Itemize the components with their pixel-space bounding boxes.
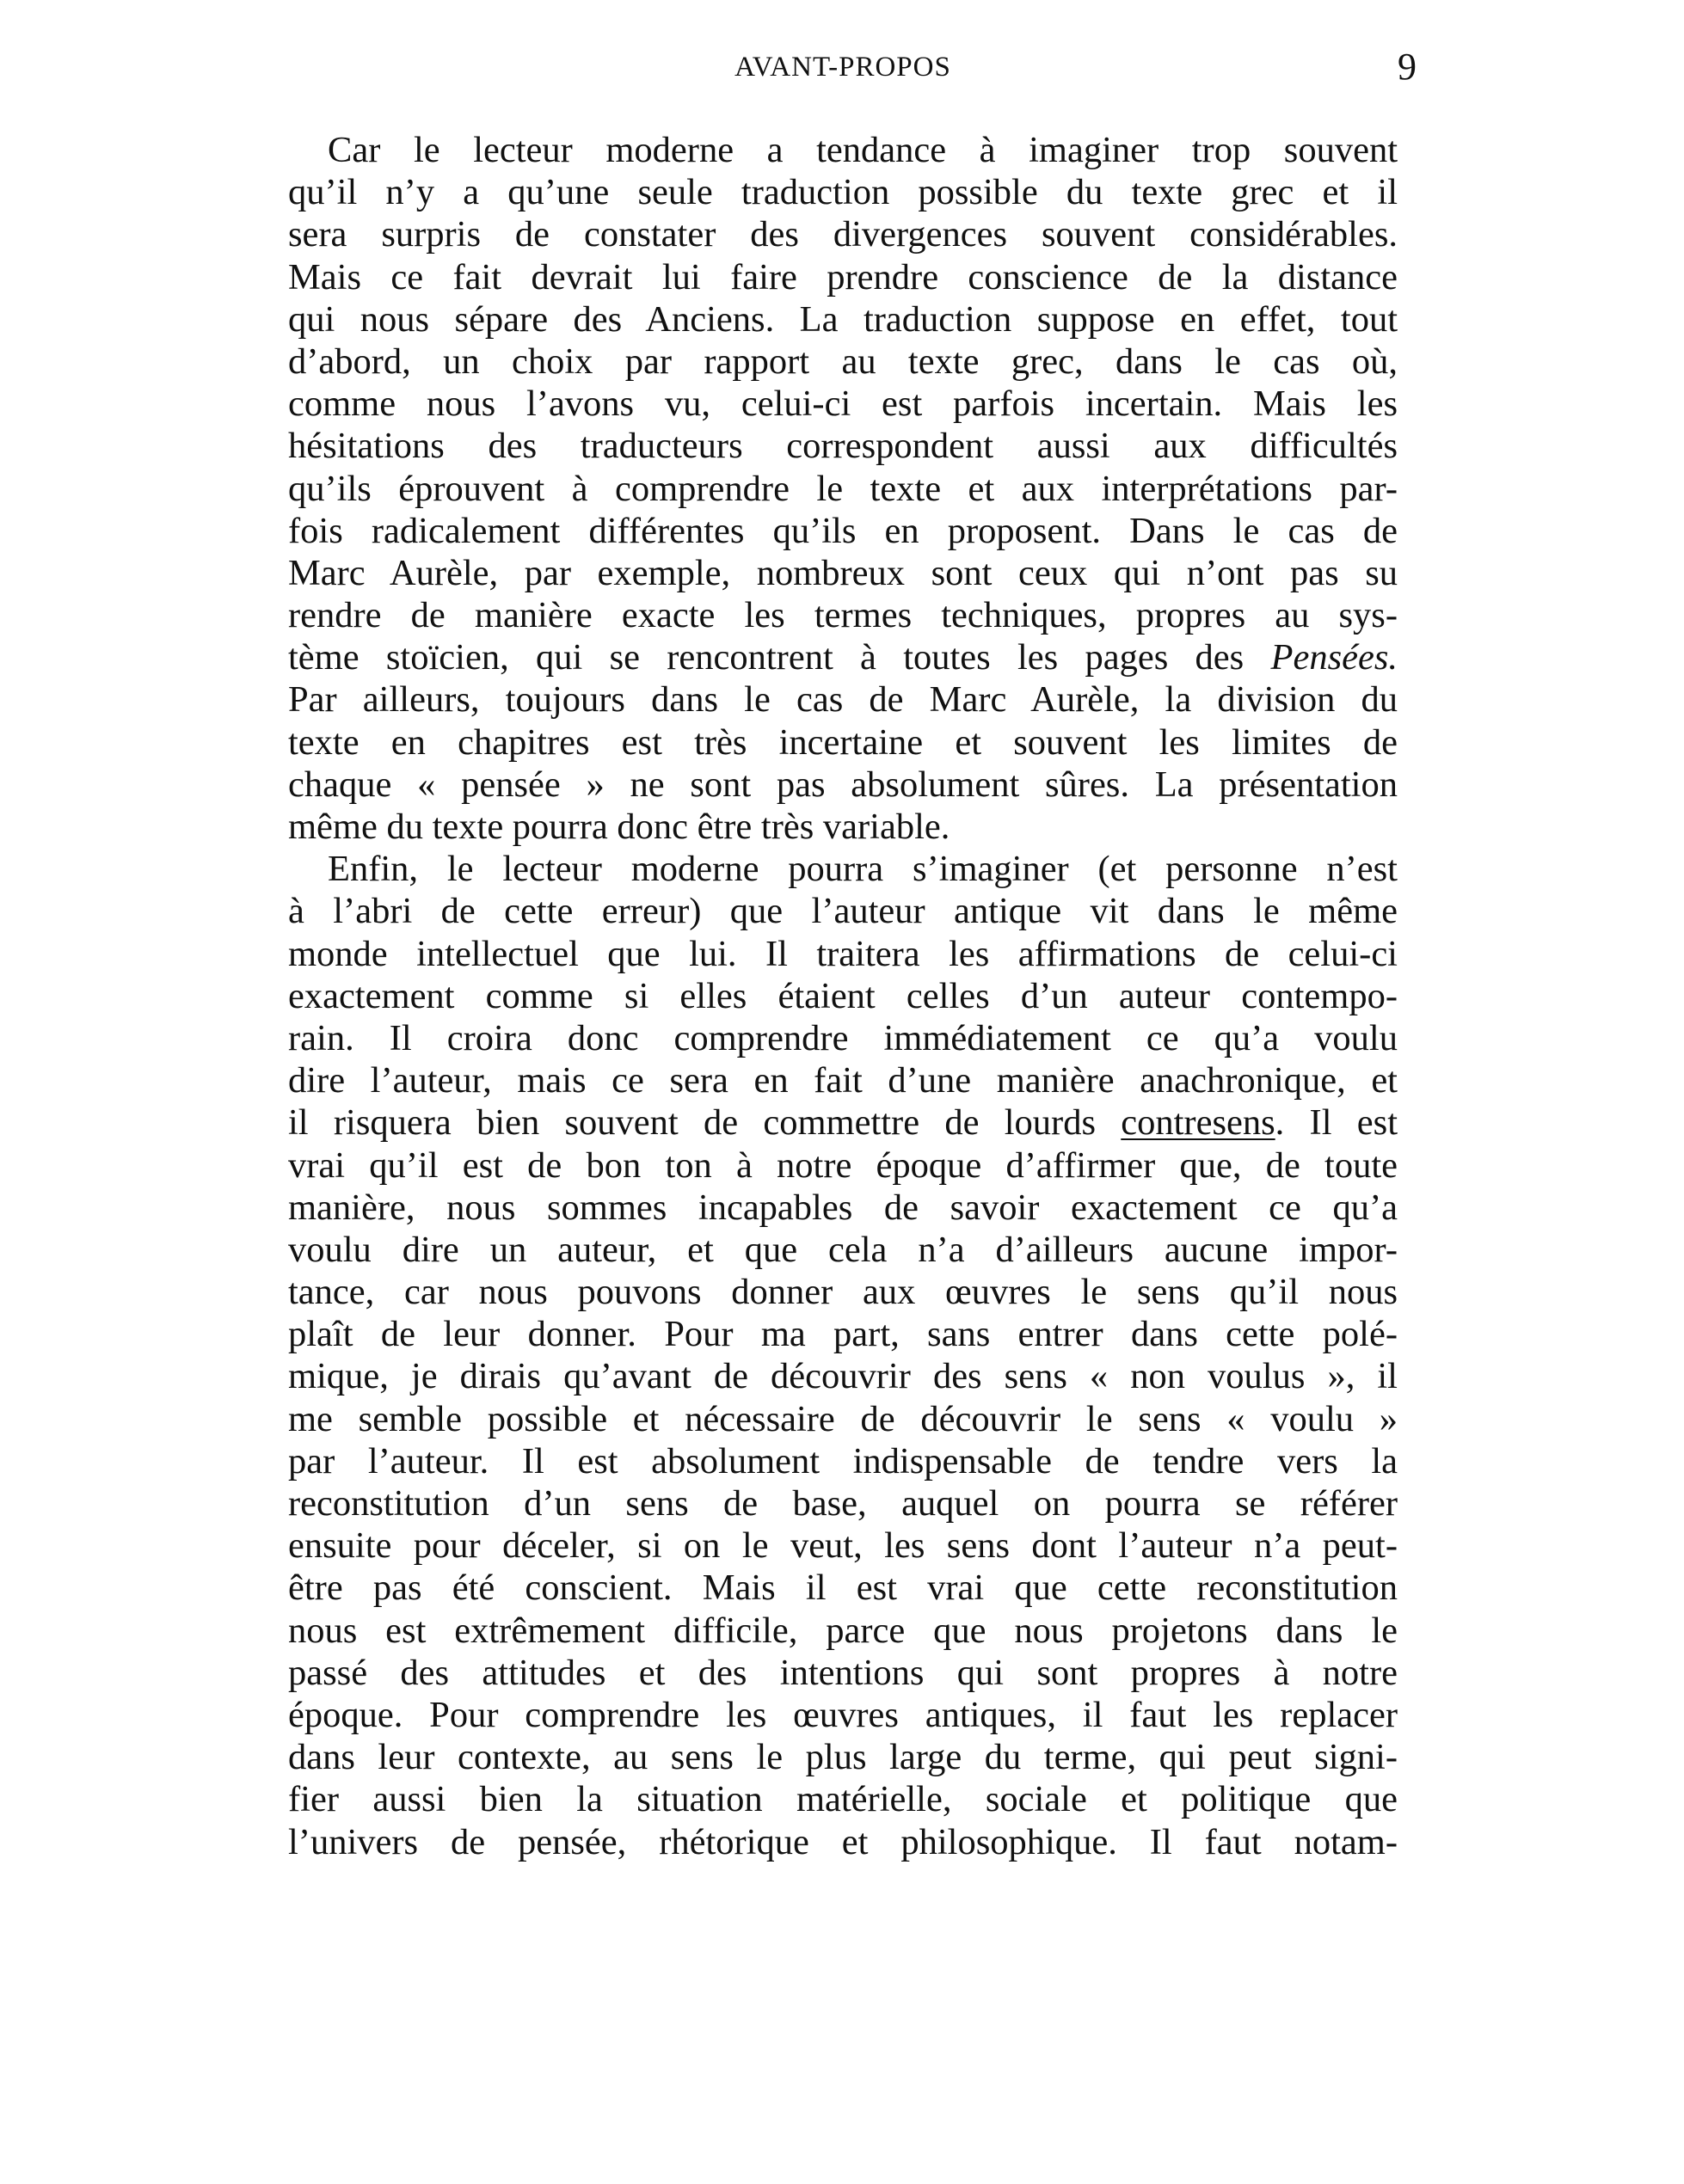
text-line-content: l’univers de pensée, rhétorique et philosophique. Il faut notam- xyxy=(288,1821,1398,1862)
text-line xyxy=(288,678,1398,721)
text-line-content: chaque « pensée » ne sont pas absolument sûres. La présentation xyxy=(288,764,1398,805)
text-line xyxy=(288,213,1398,255)
text-line xyxy=(288,552,1398,594)
text-line xyxy=(288,1821,1398,1863)
text-line-content: époque. Pour comprendre les œuvres antiques, il faut les replacer xyxy=(288,1694,1398,1735)
text-line xyxy=(288,1610,1398,1652)
text-line-content: dans leur contexte, au sens le plus large du terme, qui peut signi- xyxy=(288,1737,1398,1778)
text-line-content: mique, je dirais qu’avant de découvrir des sens « non voulus », il xyxy=(288,1356,1398,1397)
text-line xyxy=(288,1017,1398,1059)
text-line xyxy=(288,1271,1398,1313)
running-head xyxy=(288,45,1417,96)
text-line xyxy=(288,1144,1398,1187)
text-line xyxy=(288,636,1398,678)
text-line xyxy=(288,933,1398,975)
text-line-content: à l’abri de cette erreur) que l’auteur antique vit dans le même xyxy=(288,891,1398,932)
text-line-content: exactement comme si elles étaient celles d’un auteur contempo- xyxy=(288,975,1398,1016)
text-line xyxy=(288,425,1398,467)
text-line-content: manière, nous sommes incapables de savoir exactement ce qu’a xyxy=(288,1187,1398,1228)
text-line-content: être pas été conscient. Mais il est vrai que cette reconstitution xyxy=(288,1567,1398,1609)
text-line xyxy=(288,594,1398,636)
text-line xyxy=(288,1482,1398,1525)
text-line-content: plaît de leur donner. Pour ma part, sans entrer dans cette polé- xyxy=(288,1314,1398,1355)
text-line-content: passé des attitudes et des intentions qui sont propres à notre xyxy=(288,1652,1398,1693)
text-line-tail: . Il est xyxy=(1275,1102,1398,1144)
text-line xyxy=(288,848,1398,890)
text-line-content: Mais ce fait devrait lui faire prendre conscience de la distance xyxy=(288,256,1398,298)
text-line xyxy=(288,1567,1398,1609)
text-line-content: comme nous l’avons vu, celui-ci est parfois incertain. Mais les xyxy=(288,383,1398,425)
text-line xyxy=(288,975,1398,1017)
text-line-content: il risquera bien souvent de commettre de lourds xyxy=(288,1102,1096,1144)
text-line xyxy=(288,1694,1398,1736)
text-line xyxy=(288,1736,1398,1778)
underlined-word: contresens xyxy=(1121,1102,1275,1144)
body-text xyxy=(288,129,1398,1863)
text-line xyxy=(288,721,1398,764)
text-line xyxy=(288,1313,1398,1355)
text-line xyxy=(288,890,1398,932)
text-line-content: d’abord, un choix par rapport au texte grec, dans le cas où, xyxy=(288,340,1398,382)
text-line xyxy=(288,764,1398,806)
text-line xyxy=(288,298,1398,340)
italic-title: Pensées. xyxy=(1270,637,1398,678)
text-line-content: tème stoïcien, qui se rencontrent à toutes les pages des xyxy=(288,637,1245,678)
text-line-content: Par ailleurs, toujours dans le cas de Marc Aurèle, la division du xyxy=(288,679,1398,721)
text-line-content: même du texte pourra donc être très variable. xyxy=(288,807,950,847)
running-title: AVANT-PROPOS xyxy=(734,52,951,83)
text-line-content: voulu dire un auteur, et que cela n’a d’ailleurs aucune impor- xyxy=(288,1229,1398,1270)
text-line-content: rendre de manière exacte les termes techniques, propres au sys- xyxy=(288,595,1398,636)
text-line xyxy=(288,129,1398,171)
text-line xyxy=(288,1440,1398,1482)
text-line-content: qu’ils éprouvent à comprendre le texte et aux interprétations par- xyxy=(288,468,1398,509)
text-line xyxy=(288,1525,1398,1567)
text-line xyxy=(288,806,1398,848)
text-line-content: Enfin, le lecteur moderne pourra s’imaginer (et personne n’est xyxy=(328,849,1398,890)
text-line xyxy=(288,1778,1398,1820)
text-line xyxy=(288,256,1398,298)
text-line-content: monde intellectuel que lui. Il traitera les affirmations de celui-ci xyxy=(288,933,1398,974)
text-line-content: par l’auteur. Il est absolument indispensable de tendre vers la xyxy=(288,1440,1398,1482)
text-line xyxy=(288,1187,1398,1229)
text-line xyxy=(288,1355,1398,1397)
text-line-content: fier aussi bien la situation matérielle, sociale et politique que xyxy=(288,1779,1398,1820)
text-line-content: hésitations des traducteurs correspondent aussi aux difficultés xyxy=(288,426,1398,467)
text-line-content: nous est extrêmement difficile, parce que nous projetons dans le xyxy=(288,1610,1398,1651)
text-line xyxy=(288,468,1398,510)
text-line-content: sera surpris de constater des divergences souvent considérables. xyxy=(288,214,1398,255)
text-line-content: Car le lecteur moderne a tendance à imaginer trop souvent xyxy=(328,130,1398,170)
text-line xyxy=(288,1101,1398,1144)
text-line-content: qu’il n’y a qu’une seule traduction possible du texte grec et il xyxy=(288,172,1398,213)
text-line-content: qui nous sépare des Anciens. La traduction suppose en effet, tout xyxy=(288,298,1398,340)
text-line xyxy=(288,1229,1398,1271)
text-line-content: reconstitution d’un sens de base, auquel on pourra se référer xyxy=(288,1483,1398,1524)
text-line xyxy=(288,1398,1398,1440)
text-line-content: Marc Aurèle, par exemple, nombreux sont ceux qui n’ont pas su xyxy=(288,552,1398,593)
text-line-content: tance, car nous pouvons donner aux œuvres le sens qu’il nous xyxy=(288,1272,1398,1313)
text-line xyxy=(288,1059,1398,1101)
text-line xyxy=(288,510,1398,552)
text-line-content: fois radicalement différentes qu’ils en proposent. Dans le cas de xyxy=(288,510,1398,551)
text-line-content: me semble possible et nécessaire de découvrir le sens « voulu » xyxy=(288,1398,1398,1439)
text-line xyxy=(288,383,1398,425)
text-line xyxy=(288,1652,1398,1694)
page-number: 9 xyxy=(1398,46,1417,88)
text-line xyxy=(288,340,1398,383)
text-line-content: dire l’auteur, mais ce sera en fait d’une manière anachronique, et xyxy=(288,1060,1398,1101)
text-line xyxy=(288,171,1398,213)
text-line-content: texte en chapitres est très incertaine et souvent les limites de xyxy=(288,721,1398,763)
text-line-content: rain. Il croira donc comprendre immédiatement ce qu’a voulu xyxy=(288,1017,1398,1058)
text-line-content: vrai qu’il est de bon ton à notre époque d’affirmer que, de toute xyxy=(288,1144,1398,1186)
text-line-content: ensuite pour déceler, si on le veut, les sens dont l’auteur n’a peut- xyxy=(288,1525,1398,1567)
